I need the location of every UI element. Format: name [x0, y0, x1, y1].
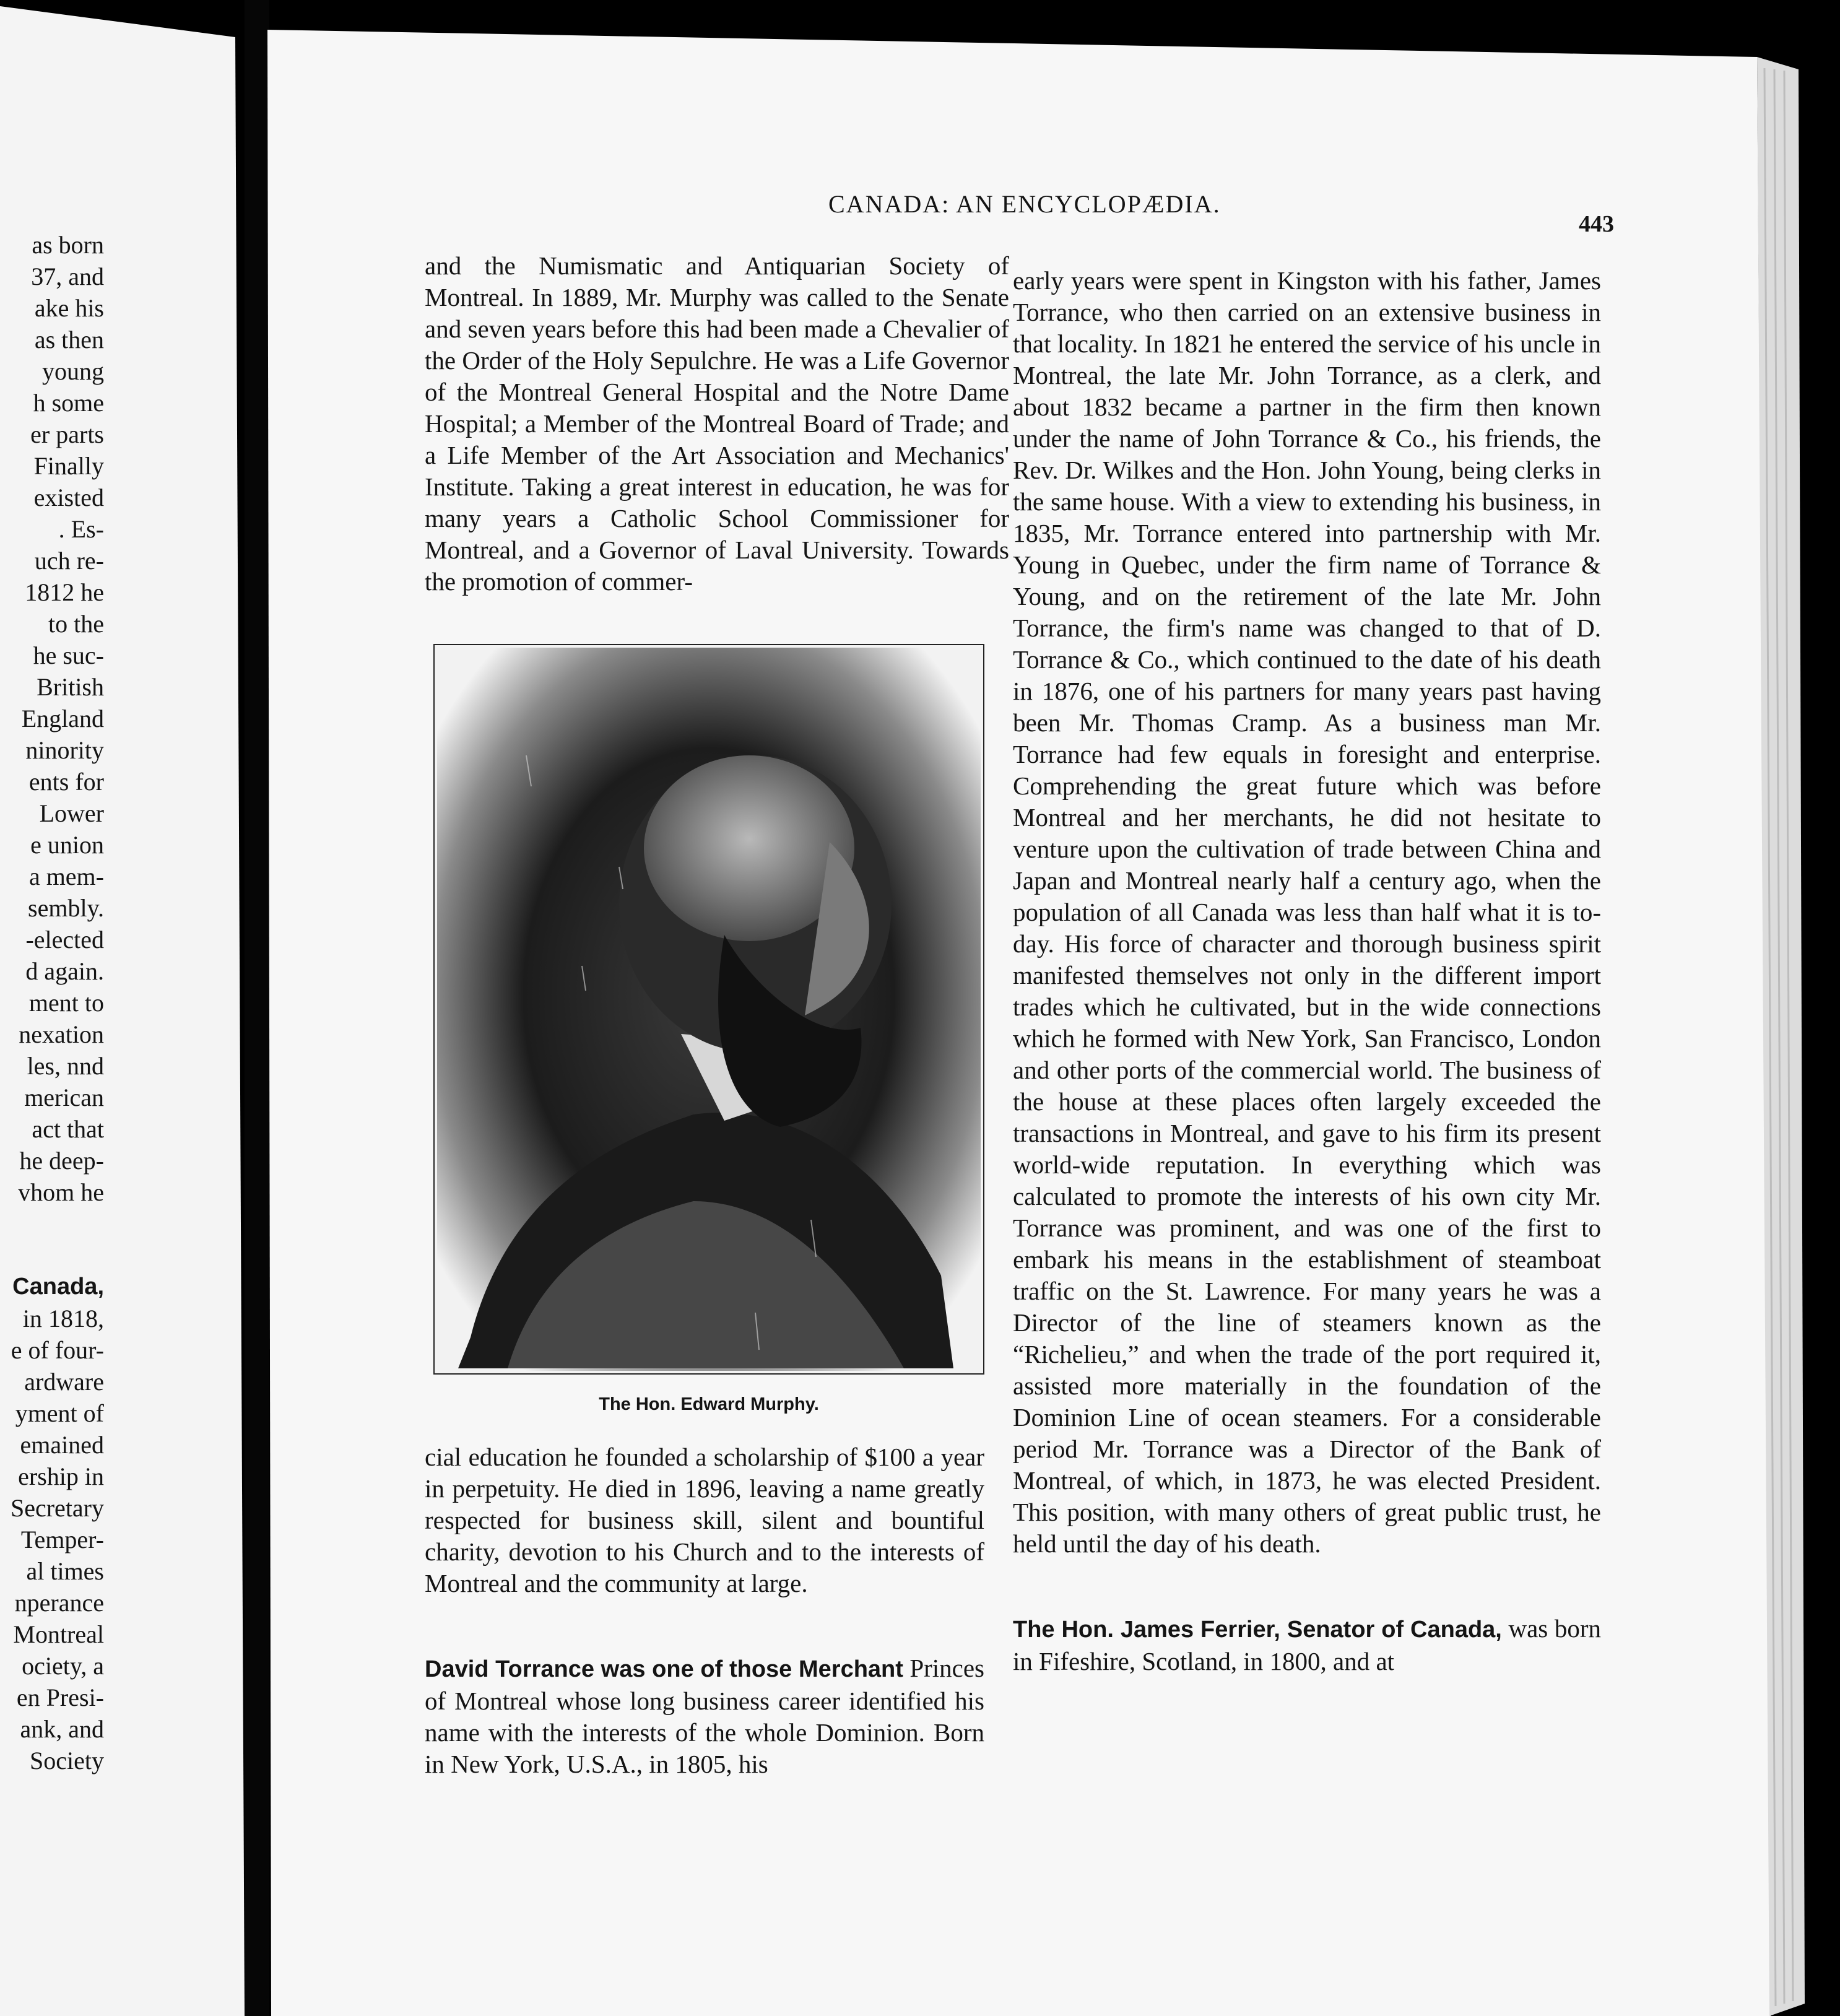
previous-page-line: er parts: [30, 420, 104, 448]
previous-page-line: Secretary: [10, 1494, 104, 1522]
previous-page-line: as born: [32, 231, 104, 259]
previous-page-fragment: [0, 229, 104, 1776]
right-column: [1013, 265, 1601, 1677]
previous-page-line: in 1818,: [22, 1305, 104, 1332]
previous-page-line: e union: [30, 831, 104, 859]
previous-page-line: emained: [20, 1431, 104, 1459]
previous-page-line: ment to: [28, 989, 104, 1017]
torrance-paragraph-start: [425, 1653, 984, 1780]
torrance-paragraph-continued: early years were spent in Kingston with his father, James Torrance, who then carried on an extensive business in that locality. In 1821 he entered the service of his uncle in Montreal, the late Mr. John Torrance, as a clerk, and about 1832 became a partner in the firm then known under the name of John Torrance & Co., his friends, the Rev. Dr. Wilkes and the Hon. John Young, being clerks in the same house. With a view to extending his business, in 1835, Mr. Torrance entered into partnership with Mr. Young in Quebec, under the firm name of Torrance & Young, and on the retirement of the late Mr. John Torrance, the firm's name was changed to that of D. Torrance & Co., which continued to the date of his death in 1876, one of his partners for many years past having been Mr. Thomas Cramp. As a business man Mr. Torrance had few equals in foresight and enterprise. Comprehending the great future which was before Montreal and her merchants, he did not hesitate to venture upon the cultivation of trade between China and Japan and Montreal nearly half a century ago, when the population of all Canada was less than half what it is to-day. His force of character and thorough business spirit manifested themselves not only in the different import trades which he cultivated, but in the wide connections which he formed with New York, San Francisco, London and other ports of the commercial world. The business of the house at these places often largely exceeded the transactions in Montreal, and gave to his firm its present world-wide reputation. In everything which was calculated to promote the interests of his own city Mr. Torrance was prominent, and was one of the first to embark his means in the establishment of steamboat traffic on the St. Lawrence. For many years he was a Director of the line of steamers known as the “Richelieu,” and when the trade of the port required it, assisted more materially in the foundation of the Dominion Line of ocean steamers. For a considerable period Mr. Torrance was a Director of the Bank of Montreal, of which, in 1873, he was elected President. This position, with many others of great public trust, he held until the day of his death.: [1013, 266, 1601, 1558]
previous-page-line: vhom he: [18, 1178, 104, 1206]
previous-page-line: British: [37, 673, 104, 701]
previous-page-line: d again.: [25, 957, 104, 985]
previous-page-line: he deep-: [19, 1147, 104, 1175]
previous-page-line: en Presi-: [16, 1684, 104, 1711]
previous-page-line: h some: [33, 389, 104, 417]
previous-page-line: Society: [30, 1747, 104, 1775]
previous-page-line: to the: [48, 610, 104, 638]
previous-page-line: Canada,: [12, 1274, 104, 1300]
previous-page-line: -elected: [25, 926, 104, 954]
previous-page-line: England: [21, 705, 104, 732]
left-column: [425, 250, 1009, 597]
torrance-body: Princes of Montreal whose long business career identified his name with the interests of the whole Dominion. Born in New York, U.S.A., in 1805, his: [425, 1654, 985, 1778]
previous-page-line: as then: [34, 326, 104, 354]
previous-page-line: yment of: [15, 1399, 104, 1427]
murphy-paragraph-top: and the Numismatic and Antiquarian Society of Montreal. In 1889, Mr. Murphy was called to the Senate and seven years before this had been made a Chevalier of the Order of the Holy Sepulchre. He was a Life Governor of the Montreal General Hospital and the Notre Dame Hospital; a Member of the Montreal Board of Trade; and a Life Member of the Art Association and Mechanics' Institute. Taking a great interest in education, he was for many years a Catholic School Commissioner for Montreal, and a Governor of Laval University. Towards the promotion of commer-: [425, 251, 1009, 596]
previous-page-line: 1812 he: [25, 578, 104, 606]
previous-page-line: act that: [32, 1115, 104, 1143]
previous-page-line: e of four-: [11, 1336, 104, 1364]
previous-page-line: ake his: [34, 294, 104, 322]
previous-page-line: nperance: [14, 1589, 104, 1617]
previous-page-line: Finally: [33, 452, 104, 480]
torrance-lead: David Torrance was one of those Merchant: [425, 1656, 903, 1682]
previous-page-line: existed: [33, 484, 104, 511]
murphy-paragraph-end: cial education he founded a scholarship of $100 a year in perpetuity. He died in 1896, leaving a name greatly respected for business skill, silent and bountiful charity, devotion to his Church and to the interests of Montreal and the community at large.: [425, 1443, 984, 1597]
previous-page-line: al times: [26, 1557, 104, 1585]
previous-page-line: nexation: [19, 1020, 104, 1048]
previous-page-line: ninority: [25, 736, 104, 764]
previous-page-line: he suc-: [33, 641, 104, 669]
previous-page-line: ents for: [28, 768, 104, 796]
previous-page-line: Temper-: [20, 1526, 104, 1553]
previous-page-line: ardware: [24, 1368, 104, 1396]
edward-murphy-portrait: [433, 644, 984, 1375]
previous-page-line: sembly.: [28, 894, 104, 922]
previous-page-line: merican: [24, 1084, 104, 1111]
running-title: CANADA: AN ENCYCLOPÆDIA.: [828, 190, 1221, 218]
ferrier-lead: The Hon. James Ferrier, Senator of Canada,: [1013, 1617, 1502, 1643]
portrait-figure: [433, 644, 984, 1375]
previous-page-line: young: [42, 357, 104, 385]
page-number: 443: [1579, 211, 1614, 237]
previous-page-line: uch re-: [34, 547, 104, 575]
previous-page-gap: [0, 1208, 104, 1271]
previous-page-line: ership in: [18, 1462, 104, 1490]
previous-page-line: a mem-: [28, 862, 104, 890]
previous-page-line: Montreal: [13, 1620, 104, 1648]
left-column-lower: [425, 1441, 984, 1780]
previous-page-line: ank, and: [20, 1715, 104, 1743]
previous-page-line: Lower: [39, 799, 104, 827]
previous-page-line: . Es-: [58, 515, 104, 543]
ferrier-paragraph-start: [1013, 1613, 1601, 1677]
previous-page-line: 37, and: [31, 263, 104, 290]
figure-caption: The Hon. Edward Murphy.: [599, 1394, 819, 1414]
previous-page-line: ociety, a: [22, 1652, 104, 1680]
previous-page-line: les, nnd: [27, 1052, 104, 1080]
ferrier-body: was born in Fifeshire, Scotland, in 1800, and at: [1013, 1614, 1602, 1675]
